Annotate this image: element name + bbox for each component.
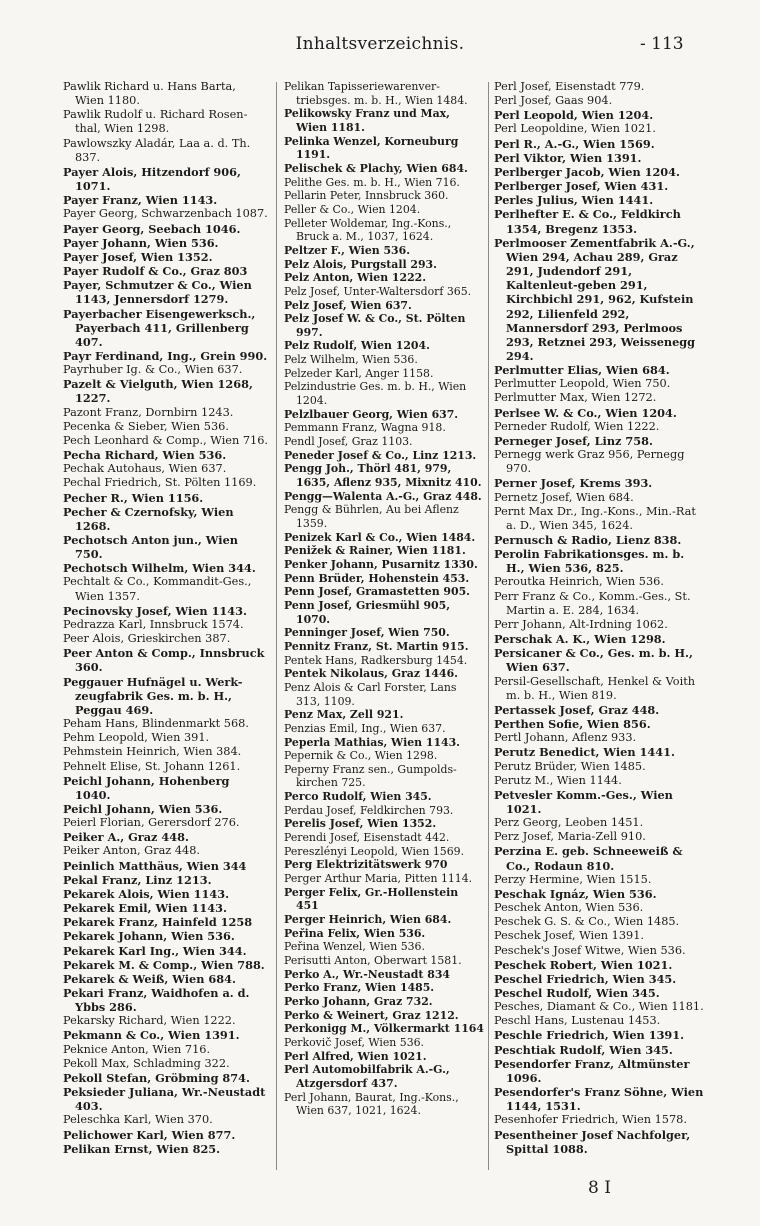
index-entry: Peller & Co., Wien 1204. [284, 202, 421, 216]
index-entry: Perger Felix, Gr.-Hollenstein 451 [284, 885, 463, 913]
index-entry: Peschel Rudolf, Wien 345. [494, 986, 660, 1000]
index-entry: Peichl Johann, Hohenberg 1040. [63, 773, 234, 802]
index-entry: Pelikan Tapisseriewarenver-triebsges. m. b. H., Wien 1484. [284, 80, 468, 107]
index-entry: Peinlich Matthäus, Wien 344 [63, 858, 247, 873]
index-entry: Perzina E. geb. Schneeweiß & Co., Rodaun 810. [494, 844, 687, 873]
index-entry: Pernetz Josef, Wien 684. [494, 490, 634, 504]
index-entry: Pazont Franz, Dornbirn 1243. [63, 405, 234, 419]
index-entry: Perr Franz & Co., Komm.-Ges., St. Martin a. E. 284, 1634. [494, 589, 695, 617]
index-entry: Peschel Friedrich, Wien 345. [494, 971, 677, 986]
index-entry: Pernegg werk Graz 956, Pernegg 970. [494, 448, 689, 476]
index-entry: Perco Rudolf, Wien 345. [284, 790, 432, 804]
index-entry: Pechak Autohaus, Wien 637. [63, 462, 227, 476]
index-entry: Perl Leopoldine, Wien 1021. [494, 122, 656, 136]
index-entry: Pelz Anton, Wien 1222. [284, 271, 427, 285]
index-entry: Peggauer Hufnägel u. Werk-zeugfabrik Ges. m. b. H., Peggau 469. [63, 674, 243, 717]
index-entry: Perl Leopold, Wien 1204. [494, 108, 654, 123]
index-entry: Pecher R., Wien 1156. [63, 490, 204, 505]
index-entry: Peiker A., Graz 448. [63, 830, 189, 845]
index-entry: Perutz Benedict, Wien 1441. [494, 745, 675, 760]
index-entry: Perg Elektrizitätswerk 970 [284, 858, 448, 872]
index-entry: Payer Rudolf & Co., Graz 803 [63, 264, 248, 279]
index-column-1 [63, 80, 268, 1156]
index-entry: Perkovič Josef, Wien 536. [284, 1035, 425, 1049]
index-entry: Pecher & Czernofsky, Wien 1268. [63, 504, 238, 533]
index-entry: Pertl Johann, Aflenz 933. [494, 731, 637, 745]
index-entry: Peřina Wenzel, Wien 536. [284, 940, 425, 954]
index-entry: Perendi Josef, Eisenstadt 442. [284, 831, 450, 845]
index-entry: Peleschka Karl, Wien 370. [63, 1113, 213, 1127]
index-entry: Pelz Alois, Purgstall 293. [284, 257, 437, 271]
index-entry: Pelzlbauer Georg, Wien 637. [284, 407, 459, 421]
index-entry: Peschek G. S. & Co., Wien 1485. [494, 915, 680, 929]
index-entry: Perger Arthur Maria, Pitten 1114. [284, 872, 473, 886]
index-entry: Pekarek Karl Ing., Wien 344. [63, 943, 247, 958]
index-entry: Perelis Josef, Wien 1352. [284, 817, 437, 831]
index-entry: Penn Josef, Gramastetten 905. [284, 585, 470, 599]
index-entry: Perutz M., Wien 1144. [494, 773, 622, 787]
index-entry: Perr Johann, Alt-Irdning 1062. [494, 617, 668, 631]
index-entry: Penker Johann, Pusarnitz 1330. [284, 557, 478, 571]
index-entry: Pesches, Diamant & Co., Wien 1181. [494, 1000, 704, 1014]
index-entry: Pawlowszky Aladár, Laa a. d. Th. 837. [63, 136, 254, 164]
index-entry: Peksieder Juliana, Wr.-Neustadt 403. [63, 1085, 270, 1114]
index-entry: Pengg Joh., Thörl 481, 979, 1635, Aflenz 935, Mixnitz 410. [284, 462, 482, 490]
index-entry: Peneder Josef & Co., Linz 1213. [284, 448, 477, 462]
index-entry: Perdau Josef, Feldkirchen 793. [284, 803, 454, 817]
index-entry: Penninger Josef, Wien 750. [284, 626, 450, 640]
index-entry: Pennitz Franz, St. Martin 915. [284, 639, 469, 653]
index-entry: Perutz Brüder, Wien 1485. [494, 759, 646, 773]
index-entry: Perl R., A.-G., Wien 1569. [494, 136, 655, 151]
index-entry: Pellarin Peter, Innsbruck 360. [284, 189, 449, 203]
page-title: Inhaltsverzeichnis. [295, 34, 465, 54]
index-entry: Pechotsch Anton jun., Wien 750. [63, 533, 242, 562]
page-number: - 113 [640, 34, 684, 54]
index-entry: Perl Automobilfabrik A.-G., Atzgersdorf 437. [284, 1063, 454, 1090]
index-entry: Peschek Josef, Wien 1391. [494, 929, 644, 943]
index-entry: Pertassek Josef, Graz 448. [494, 702, 660, 717]
index-entry: Pelithe Ges. m. b. H., Wien 716. [284, 175, 460, 189]
index-entry: Pesendorfer's Franz Söhne, Wien 1144, 1531. [494, 1085, 708, 1114]
index-entry: Payr Ferdinand, Ing., Grein 990. [63, 348, 268, 363]
index-entry: Pechotsch Wilhelm, Wien 344. [63, 561, 256, 576]
index-entry: Persil-Gesellschaft, Henkel & Voith m. b. H., Wien 819. [494, 674, 699, 702]
index-entry: Payer Josef, Wien 1352. [63, 249, 213, 264]
index-entry: Penn Josef, Griesmühl 905, 1070. [284, 598, 454, 626]
index-entry: Pelzindustrie Ges. m. b. H., Wien 1204. [284, 380, 470, 408]
index-entry: Pechal Friedrich, St. Pölten 1169. [63, 476, 257, 490]
index-entry: Penz Alois & Carl Forster, Lans 313, 1109. [284, 680, 460, 708]
index-entry: Pehnelt Elise, St. Johann 1261. [63, 759, 241, 773]
index-entry: Pelz Josef, Unter-Waltersdorf 365. [284, 284, 472, 298]
index-entry: Peperla Mathias, Wien 1143. [284, 735, 460, 749]
index-entry: Penzias Emil, Ing., Wien 637. [284, 721, 446, 735]
index-entry: Perl Alfred, Wien 1021. [284, 1049, 427, 1063]
index-entry: Pentek Nikolaus, Graz 1446. [284, 667, 458, 681]
index-entry: Payer Johann, Wien 536. [63, 235, 219, 250]
index-entry: Perlmutter Elias, Wien 684. [494, 363, 670, 378]
index-entry: Penn Brüder, Hohenstein 453. [284, 571, 470, 585]
index-entry: Peschle Friedrich, Wien 1391. [494, 1028, 685, 1043]
index-entry: Peierl Florian, Gerersdorf 276. [63, 816, 240, 830]
index-entry: Pekarek M. & Comp., Wien 788. [63, 957, 265, 972]
index-entry: Pesendorfer Franz, Altmünster 1096. [494, 1056, 694, 1085]
index-entry: Pekmann & Co., Wien 1391. [63, 1028, 240, 1043]
index-entry: Pelischek & Plachy, Wien 684. [284, 161, 468, 175]
index-entry: Perko & Weinert, Graz 1212. [284, 1008, 459, 1022]
index-entry: Pekarek Alois, Wien 1143. [63, 886, 230, 901]
index-entry: Perz Josef, Maria-Zell 910. [494, 830, 646, 844]
index-entry: Peschl Hans, Lustenau 1453. [494, 1014, 661, 1028]
index-entry: Perlmutter Leopold, Wien 750. [494, 377, 671, 391]
index-entry: Payer Georg, Schwarzenbach 1087. [63, 207, 268, 221]
index-entry: Pelz Rudolf, Wien 1204. [284, 339, 430, 353]
index-entry: Pecha Richard, Wien 536. [63, 448, 227, 463]
index-entry: Perko A., Wr.-Neustadt 834 [284, 967, 450, 981]
index-entry: Pelichower Karl, Wien 877. [63, 1127, 236, 1142]
index-entry: Pawlik Rudolf u. Richard Rosen-thal, Wien 1298. [63, 108, 248, 136]
index-entry: Peschek Anton, Wien 536. [494, 901, 644, 915]
index-entry: Pentek Hans, Radkersburg 1454. [284, 653, 468, 667]
index-entry: Peroutka Heinrich, Wien 536. [494, 575, 664, 589]
index-entry: Pelinka Wenzel, Korneuburg 1191. [284, 134, 463, 162]
index-entry: Pehm Leopold, Wien 391. [63, 731, 210, 745]
column-divider [276, 82, 277, 1170]
index-entry: Persicaner & Co., Ges. m. b. H., Wien 637. [494, 646, 697, 675]
index-entry: Perlmutter Max, Wien 1272. [494, 391, 657, 405]
index-entry: Peer Anton & Comp., Innsbruck 360. [63, 646, 269, 675]
index-entry: Pelz Wilhelm, Wien 536. [284, 353, 418, 367]
index-entry: Perko Johann, Graz 732. [284, 994, 433, 1008]
index-entry: Perlsee W. & Co., Wien 1204. [494, 405, 677, 420]
index-entry: Perl Josef, Eisenstadt 779. [494, 80, 645, 93]
index-entry: Pecenka & Sieber, Wien 536. [63, 419, 229, 433]
index-entry: Petvesler Komm.-Ges., Wien 1021. [494, 787, 677, 816]
index-entry: Perkonigg M., Völkermarkt 1164 [284, 1022, 484, 1036]
index-entry: Pelz Josef W. & Co., St. Pölten 997. [284, 312, 470, 339]
index-entry: Perlberger Josef, Wien 431. [494, 179, 669, 194]
index-entry: Perlhefter E. & Co., Feldkirch 1354, Bregenz 1353. [494, 207, 685, 236]
index-entry: Perlberger Jacob, Wien 1204. [494, 164, 680, 179]
index-entry: Pedrazza Karl, Innsbruck 1574. [63, 617, 244, 631]
index-entry: Peiker Anton, Graz 448. [63, 844, 201, 858]
index-entry: Peschak Ignáz, Wien 536. [494, 886, 657, 901]
index-entry: Payerbacher Eisengewerksch., Payerbach 411, Grillenberg 407. [63, 306, 260, 349]
index-entry: Peschek's Josef Witwe, Wien 536. [494, 943, 686, 957]
index-entry: Payer Franz, Wien 1143. [63, 193, 218, 208]
index-entry: Peichl Johann, Wien 536. [63, 801, 223, 816]
index-entry: Pekarek Franz, Hainfeld 1258 [63, 915, 253, 930]
index-entry: Pekoll Stefan, Gröbming 874. [63, 1070, 250, 1085]
index-entry: Perl Viktor, Wien 1391. [494, 150, 642, 165]
index-entry: Payer Alois, Hitzendorf 906, 1071. [63, 164, 245, 194]
index-entry: Payer Georg, Seebach 1046. [63, 221, 241, 236]
index-entry: Pecinovsky Josef, Wien 1143. [63, 603, 247, 618]
index-entry: Pechtalt & Co., Kommandit-Ges., Wien 1357. [63, 575, 255, 603]
index-entry: Pelikan Ernst, Wien 825. [63, 1141, 221, 1156]
index-entry: Pech Leonhard & Comp., Wien 716. [63, 433, 269, 447]
index-entry: Peham Hans, Blindenmarkt 568. [63, 717, 249, 731]
index-column-3 [494, 80, 708, 1156]
index-entry: Pehmstein Heinrich, Wien 384. [63, 745, 242, 759]
index-entry: Pelz Josef, Wien 637. [284, 298, 412, 312]
index-entry: Peschek Robert, Wien 1021. [494, 957, 673, 972]
index-entry: Pernt Max Dr., Ing.-Kons., Min.-Rat a. D., Wien 345, 1624. [494, 504, 700, 532]
index-entry: Penižek & Rainer, Wien 1181. [284, 544, 466, 558]
index-entry: Pepernik & Co., Wien 1298. [284, 749, 438, 763]
index-entry: Perneger Josef, Linz 758. [494, 433, 653, 448]
index-entry: Peknice Anton, Wien 716. [63, 1042, 211, 1056]
index-entry: Pelleter Woldemar, Ing.-Kons., Bruck a. M., 1037, 1624. [284, 216, 455, 244]
index-entry: Payrhuber Ig. & Co., Wien 637. [63, 363, 243, 377]
index-entry: Perschak A. K., Wien 1298. [494, 632, 666, 647]
printer-signature: 8 I [588, 1178, 611, 1198]
index-entry: Pekarek Johann, Wien 536. [63, 929, 235, 944]
index-entry: Peschtiak Rudolf, Wien 345. [494, 1042, 673, 1057]
index-entry: Pengg & Bührlen, Au bei Aflenz 1359. [284, 503, 463, 530]
index-entry: Pekari Franz, Waidhofen a. d. Ybbs 286. [63, 986, 254, 1015]
index-entry: Perko Franz, Wien 1485. [284, 981, 435, 995]
index-entry: Perner Josef, Krems 393. [494, 476, 653, 491]
index-entry: Perneder Rudolf, Wien 1222. [494, 419, 660, 433]
index-entry: Pelikowsky Franz und Max, Wien 1181. [284, 107, 454, 134]
index-entry: Pekoll Max, Schladming 322. [63, 1056, 230, 1070]
index-entry: Peltzer F., Wien 536. [284, 243, 410, 257]
index-entry: Pesentheiner Josef Nachfolger, Spittal 1088. [494, 1127, 695, 1156]
index-entry: Pengg—Walenta A.-G., Graz 448. [284, 489, 482, 503]
index-entry: Pesenhofer Friedrich, Wien 1578. [494, 1113, 687, 1127]
index-entry: Perthen Sofie, Wien 856. [494, 717, 651, 732]
index-entry: Pelzeder Karl, Anger 1158. [284, 366, 434, 380]
index-entry: Perlmooser Zementfabrik A.-G., Wien 294, Achau 289, Graz 291, Judendorf 291, Kaltenleut-geben 291, Kirchbichl 291, 962, Kufstein 292, Lilienfeld 292, Mannersdorf 293, Perlmoos 293, Retznei 293, Weissenegg 294. [494, 235, 700, 363]
index-entry: Perles Julius, Wien 1441. [494, 193, 654, 208]
column-divider [488, 82, 489, 1170]
index-entry: Payer, Schmutzer & Co., Wien 1143, Jennersdorf 1279. [63, 278, 256, 307]
index-entry: Peřina Felix, Wien 536. [284, 926, 426, 940]
index-entry: Pazelt & Vielguth, Wien 1268, 1227. [63, 377, 257, 406]
index-entry: Pawlik Richard u. Hans Barta, Wien 1180. [63, 80, 240, 108]
index-entry: Pekarsky Richard, Wien 1222. [63, 1014, 236, 1028]
index-entry: Pemmann Franz, Wagna 918. [284, 421, 446, 435]
index-entry: Pereszlényi Leopold, Wien 1569. [284, 844, 465, 858]
index-entry: Perzy Hermine, Wien 1515. [494, 872, 652, 886]
index-entry: Perl Johann, Baurat, Ing.-Kons., Wien 637, 1021, 1624. [284, 1090, 463, 1118]
index-entry: Pekarek Emil, Wien 1143. [63, 901, 227, 916]
index-entry: Peer Alois, Grieskirchen 387. [63, 632, 231, 646]
index-entry: Perolin Fabrikationsges. m. b. H., Wien 536, 825. [494, 547, 689, 576]
index-entry: Penz Max, Zell 921. [284, 708, 404, 722]
index-entry: Perz Georg, Leoben 1451. [494, 816, 644, 830]
index-entry: Pekarek & Weiß, Wien 684. [63, 971, 236, 986]
index-entry: Pekal Franz, Linz 1213. [63, 872, 212, 887]
index-entry: Pernusch & Radio, Lienz 838. [494, 533, 682, 547]
index-entry: Peperny Franz sen., Gumpolds-kirchen 725. [284, 762, 457, 790]
index-entry: Perl Josef, Gaas 904. [494, 94, 613, 108]
index-entry: Perger Heinrich, Wien 684. [284, 913, 452, 927]
index-entry: Pendl Josef, Graz 1103. [284, 435, 413, 449]
index-entry: Perisutti Anton, Oberwart 1581. [284, 954, 462, 967]
index-entry: Penizek Karl & Co., Wien 1484. [284, 530, 476, 544]
index-column-2 [284, 80, 484, 1118]
